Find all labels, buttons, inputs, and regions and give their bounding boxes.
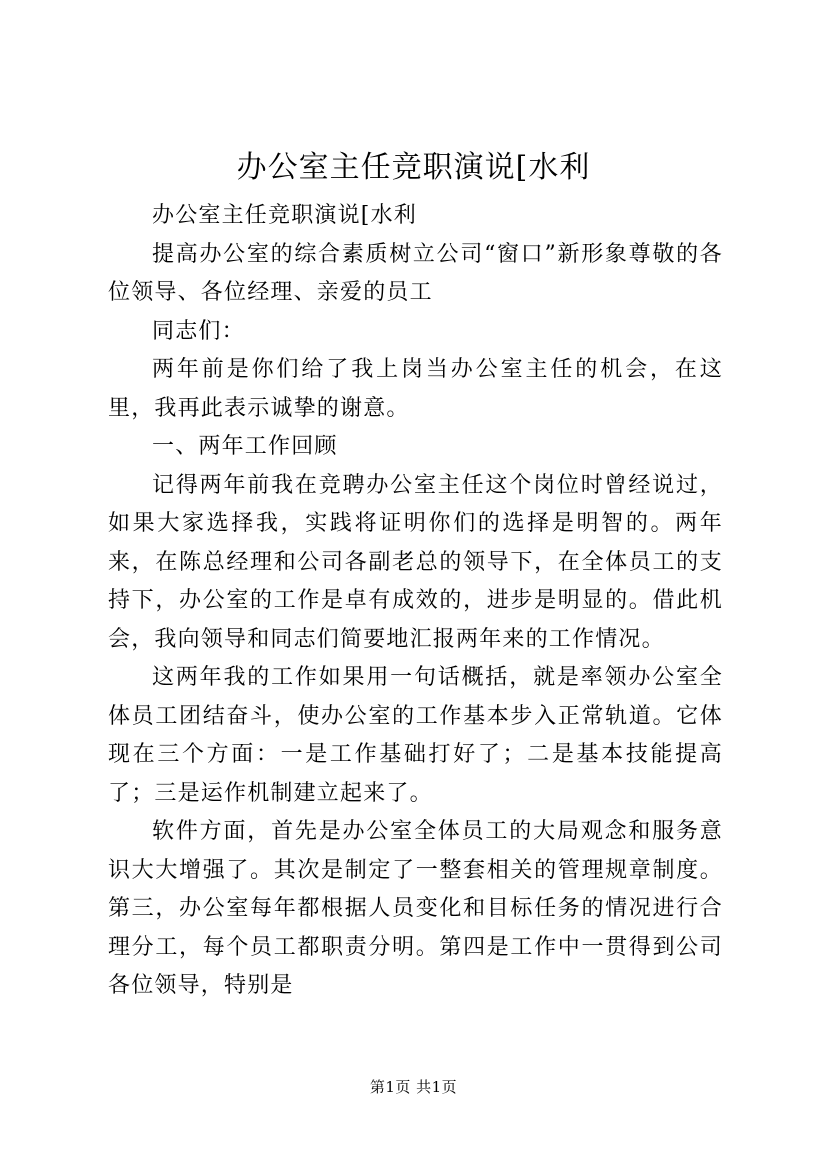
page-number-footer: 第1页 共1页 [369, 1078, 458, 1096]
paragraph-salutation: 同志们： [152, 318, 245, 344]
paragraph-software: 软件方面，首先是办公室全体员工的大局观念和服务意识大大增强了。其次是制定了一整套相关的管理规章制度。第三，办公室每年都根据人员变化和目标任务的情况进行合理分工，每个员工都职责分明。第四是工作中一贯得到公司各位领导，特别是 [108, 819, 723, 998]
paragraph-recall: 记得两年前我在竞聘办公室主任这个岗位时曾经说过，如果大家选择我，实践将证明你们的选择是明智的。两年来，在陈总经理和公司各副老总的领导下，在全体员工的支持下，办公室的工作是卓有成效的，进步是明显的。借此机会，我向领导和同志们简要地汇报两年来的工作情况。 [108, 472, 723, 652]
document-body [108, 197, 723, 1006]
paragraph-greeting: 提高办公室的综合素质树立公司“窗口”新形象尊敬的各位领导、各位经理、亲爱的员工 [108, 241, 723, 305]
paragraph-thanks: 两年前是你们给了我上岗当办公室主任的机会，在这里，我再此表示诚挚的谢意。 [108, 357, 723, 421]
paragraph-summary: 这两年我的工作如果用一句话概括，就是率领办公室全体员工团结奋斗，使办公室的工作基本步入正常轨道。它体现在三个方面：一是工作基础打好了；二是基本技能提高了；三是运作机制建立起来了。 [108, 665, 723, 806]
paragraph-subtitle: 办公室主任竞职演说[水利 [152, 203, 417, 228]
document-title: 办公室主任竞职演说[水利 [236, 150, 591, 185]
section-heading-review: 一、两年工作回顾 [152, 434, 338, 459]
